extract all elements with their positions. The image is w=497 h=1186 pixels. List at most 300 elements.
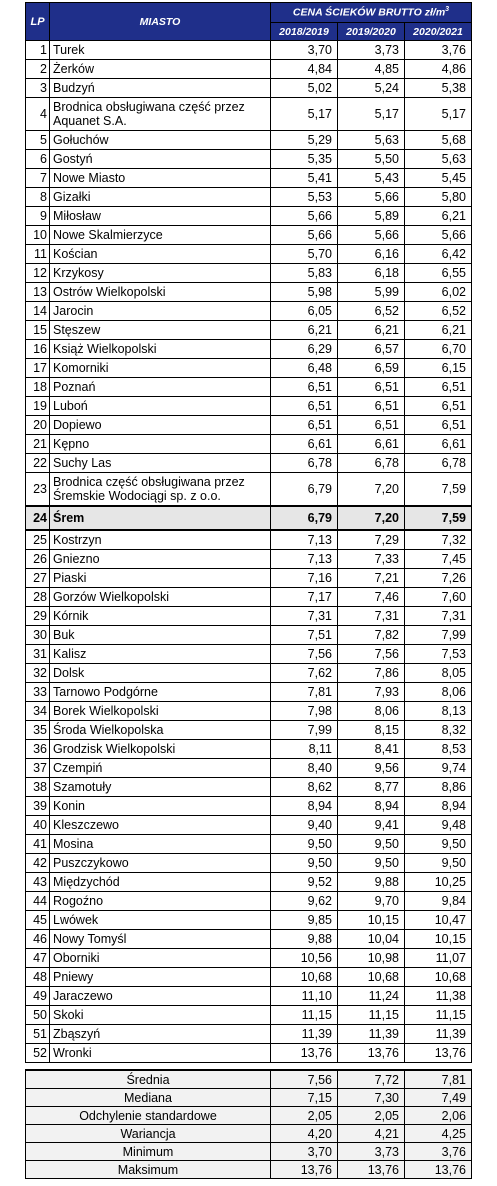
row-city: Czempiń [50, 759, 271, 778]
stats-value-2018-2019: 4,20 [271, 1125, 338, 1143]
row-value-2019-2020: 5,17 [338, 98, 405, 131]
row-city: Poznań [50, 378, 271, 397]
row-value-2020-2021: 7,32 [405, 530, 472, 550]
table-row [26, 397, 472, 416]
table-row [26, 721, 472, 740]
row-value-2018-2019: 5,41 [271, 169, 338, 188]
row-city: Miłosław [50, 207, 271, 226]
row-value-2020-2021: 5,80 [405, 188, 472, 207]
row-city: Żerków [50, 60, 271, 79]
row-value-2019-2020: 9,41 [338, 816, 405, 835]
row-lp: 13 [26, 283, 50, 302]
row-city: Jaraczewo [50, 987, 271, 1006]
row-lp: 26 [26, 550, 50, 569]
row-value-2018-2019: 6,51 [271, 416, 338, 435]
row-city: Kępno [50, 435, 271, 454]
row-value-2019-2020: 7,29 [338, 530, 405, 550]
row-value-2020-2021: 6,78 [405, 454, 472, 473]
row-value-2020-2021: 8,32 [405, 721, 472, 740]
row-value-2018-2019: 5,53 [271, 188, 338, 207]
row-value-2019-2020: 10,15 [338, 911, 405, 930]
row-city: Komorniki [50, 359, 271, 378]
row-value-2018-2019: 5,66 [271, 207, 338, 226]
stats-value-2019-2020: 2,05 [338, 1107, 405, 1125]
row-value-2018-2019: 6,29 [271, 340, 338, 359]
stats-value-2019-2020: 7,72 [338, 1070, 405, 1089]
row-value-2020-2021: 4,86 [405, 60, 472, 79]
row-value-2020-2021: 10,47 [405, 911, 472, 930]
row-lp: 21 [26, 435, 50, 454]
row-value-2019-2020: 6,18 [338, 264, 405, 283]
row-city: Gostyń [50, 150, 271, 169]
header-price-title-text: CENA ŚCIEKÓW BRUTTO zł/m [292, 6, 446, 19]
row-lp: 4 [26, 98, 50, 131]
row-city: Kostrzyn [50, 530, 271, 550]
row-city: Krzykosy [50, 264, 271, 283]
table-row [26, 778, 472, 797]
row-value-2018-2019: 5,70 [271, 245, 338, 264]
row-value-2019-2020: 8,77 [338, 778, 405, 797]
row-value-2018-2019: 7,51 [271, 626, 338, 645]
table-row [26, 911, 472, 930]
stats-row [26, 1125, 472, 1143]
row-value-2018-2019: 6,78 [271, 454, 338, 473]
row-value-2020-2021: 8,13 [405, 702, 472, 721]
stats-value-2018-2019: 2,05 [271, 1107, 338, 1125]
row-lp: 6 [26, 150, 50, 169]
table-row [26, 1006, 472, 1025]
table-row [26, 473, 472, 507]
row-value-2018-2019: 7,98 [271, 702, 338, 721]
row-value-2018-2019: 7,56 [271, 645, 338, 664]
row-value-2018-2019: 5,17 [271, 98, 338, 131]
row-lp: 27 [26, 569, 50, 588]
row-value-2019-2020: 6,21 [338, 321, 405, 340]
row-value-2018-2019: 6,48 [271, 359, 338, 378]
table-row [26, 169, 472, 188]
row-city: Borek Wielkopolski [50, 702, 271, 721]
row-value-2018-2019: 5,02 [271, 79, 338, 98]
row-value-2019-2020: 13,76 [338, 1044, 405, 1063]
row-value-2018-2019: 3,70 [271, 41, 338, 60]
row-value-2020-2021: 6,51 [405, 378, 472, 397]
row-city: Grodzisk Wielkopolski [50, 740, 271, 759]
row-lp: 12 [26, 264, 50, 283]
row-value-2019-2020: 6,52 [338, 302, 405, 321]
table-row [26, 530, 472, 550]
row-city: Zbąszyń [50, 1025, 271, 1044]
row-lp: 16 [26, 340, 50, 359]
row-value-2018-2019: 9,52 [271, 873, 338, 892]
row-value-2019-2020: 11,24 [338, 987, 405, 1006]
row-value-2018-2019: 5,98 [271, 283, 338, 302]
table-row [26, 797, 472, 816]
row-value-2019-2020: 7,82 [338, 626, 405, 645]
header-price-title [271, 3, 472, 23]
row-city: Oborniki [50, 949, 271, 968]
table-row [26, 854, 472, 873]
row-lp: 8 [26, 188, 50, 207]
row-value-2020-2021: 8,94 [405, 797, 472, 816]
row-value-2020-2021: 10,15 [405, 930, 472, 949]
table-row [26, 645, 472, 664]
header-city: MIASTO [50, 3, 271, 41]
table-row [26, 740, 472, 759]
row-lp: 36 [26, 740, 50, 759]
row-value-2018-2019: 8,62 [271, 778, 338, 797]
row-lp: 9 [26, 207, 50, 226]
row-value-2020-2021: 6,55 [405, 264, 472, 283]
row-value-2019-2020: 6,59 [338, 359, 405, 378]
row-value-2020-2021: 6,21 [405, 207, 472, 226]
header-lp: LP [26, 3, 50, 41]
row-value-2019-2020: 8,94 [338, 797, 405, 816]
header-year-2: 2019/2020 [338, 23, 405, 41]
row-value-2020-2021: 5,45 [405, 169, 472, 188]
row-value-2018-2019: 9,40 [271, 816, 338, 835]
row-lp: 31 [26, 645, 50, 664]
table-row [26, 550, 472, 569]
row-value-2019-2020: 9,50 [338, 854, 405, 873]
stats-row [26, 1089, 472, 1107]
row-value-2018-2019: 6,51 [271, 378, 338, 397]
row-city: Lwówek [50, 911, 271, 930]
row-value-2019-2020: 9,88 [338, 873, 405, 892]
table-row [26, 245, 472, 264]
row-value-2018-2019: 8,11 [271, 740, 338, 759]
row-lp: 40 [26, 816, 50, 835]
row-city: Brodnica część obsługiwana przez Śremskie Wodociągi sp. z o.o. [50, 473, 271, 507]
row-value-2020-2021: 5,68 [405, 131, 472, 150]
row-value-2018-2019: 6,21 [271, 321, 338, 340]
row-city: Międzychód [50, 873, 271, 892]
row-value-2019-2020: 7,33 [338, 550, 405, 569]
row-value-2019-2020: 3,73 [338, 41, 405, 60]
table-row [26, 626, 472, 645]
row-lp: 41 [26, 835, 50, 854]
row-value-2018-2019: 9,50 [271, 854, 338, 873]
row-value-2018-2019: 9,50 [271, 835, 338, 854]
row-city: Dopiewo [50, 416, 271, 435]
row-value-2018-2019: 6,79 [271, 506, 338, 530]
row-value-2020-2021: 7,60 [405, 588, 472, 607]
row-value-2020-2021: 9,48 [405, 816, 472, 835]
table-row [26, 150, 472, 169]
row-lp: 18 [26, 378, 50, 397]
row-lp: 22 [26, 454, 50, 473]
row-value-2020-2021: 5,63 [405, 150, 472, 169]
row-value-2020-2021: 9,74 [405, 759, 472, 778]
table-row [26, 435, 472, 454]
row-value-2020-2021: 7,59 [405, 473, 472, 507]
row-lp: 11 [26, 245, 50, 264]
table-row [26, 321, 472, 340]
row-value-2019-2020: 11,15 [338, 1006, 405, 1025]
row-lp: 34 [26, 702, 50, 721]
row-lp: 50 [26, 1006, 50, 1025]
row-value-2020-2021: 11,07 [405, 949, 472, 968]
row-lp: 42 [26, 854, 50, 873]
row-value-2019-2020: 4,85 [338, 60, 405, 79]
row-value-2020-2021: 7,59 [405, 506, 472, 530]
stats-value-2018-2019: 7,56 [271, 1070, 338, 1089]
row-value-2018-2019: 7,31 [271, 607, 338, 626]
stats-value-2019-2020: 7,30 [338, 1089, 405, 1107]
row-value-2020-2021: 6,61 [405, 435, 472, 454]
row-city: Nowe Miasto [50, 169, 271, 188]
row-value-2018-2019: 7,62 [271, 664, 338, 683]
row-value-2019-2020: 6,16 [338, 245, 405, 264]
row-lp: 43 [26, 873, 50, 892]
row-value-2020-2021: 10,25 [405, 873, 472, 892]
row-value-2020-2021: 13,76 [405, 1044, 472, 1063]
stats-value-2018-2019: 13,76 [271, 1161, 338, 1179]
stats-label: Wariancja [26, 1125, 271, 1143]
stats-value-2020-2021: 7,49 [405, 1089, 472, 1107]
stats-label: Maksimum [26, 1161, 271, 1179]
row-lp: 5 [26, 131, 50, 150]
row-value-2020-2021: 11,15 [405, 1006, 472, 1025]
table-row [26, 283, 472, 302]
table-row [26, 892, 472, 911]
row-value-2020-2021: 11,38 [405, 987, 472, 1006]
stats-value-2020-2021: 3,76 [405, 1143, 472, 1161]
header-year-1: 2018/2019 [271, 23, 338, 41]
row-value-2018-2019: 5,35 [271, 150, 338, 169]
stats-label: Średnia [26, 1070, 271, 1089]
table-row [26, 683, 472, 702]
row-value-2019-2020: 5,66 [338, 226, 405, 245]
row-lp: 1 [26, 41, 50, 60]
table-row [26, 60, 472, 79]
header-year-3: 2020/2021 [405, 23, 472, 41]
row-city: Kórnik [50, 607, 271, 626]
row-lp: 19 [26, 397, 50, 416]
row-value-2019-2020: 5,50 [338, 150, 405, 169]
row-city: Tarnowo Podgórne [50, 683, 271, 702]
row-lp: 17 [26, 359, 50, 378]
row-value-2019-2020: 7,20 [338, 506, 405, 530]
row-value-2020-2021: 6,21 [405, 321, 472, 340]
row-lp: 15 [26, 321, 50, 340]
row-value-2020-2021: 3,76 [405, 41, 472, 60]
row-value-2019-2020: 7,86 [338, 664, 405, 683]
table-row [26, 41, 472, 60]
row-value-2018-2019: 5,83 [271, 264, 338, 283]
row-lp: 32 [26, 664, 50, 683]
row-lp: 46 [26, 930, 50, 949]
row-lp: 44 [26, 892, 50, 911]
row-lp: 14 [26, 302, 50, 321]
row-value-2019-2020: 5,63 [338, 131, 405, 150]
row-value-2019-2020: 10,98 [338, 949, 405, 968]
row-city: Nowy Tomyśl [50, 930, 271, 949]
row-value-2020-2021: 5,38 [405, 79, 472, 98]
row-city: Buk [50, 626, 271, 645]
row-city: Puszczykowo [50, 854, 271, 873]
stats-body [26, 1070, 472, 1179]
row-lp: 24 [26, 506, 50, 530]
table-row [26, 664, 472, 683]
row-value-2019-2020: 10,04 [338, 930, 405, 949]
row-value-2020-2021: 6,42 [405, 245, 472, 264]
stats-value-2020-2021: 2,06 [405, 1107, 472, 1125]
row-value-2019-2020: 9,50 [338, 835, 405, 854]
row-value-2020-2021: 10,68 [405, 968, 472, 987]
row-value-2018-2019: 8,94 [271, 797, 338, 816]
row-value-2020-2021: 8,86 [405, 778, 472, 797]
row-value-2018-2019: 6,61 [271, 435, 338, 454]
row-city: Brodnica obsługiwana część przez Aquanet S.A. [50, 98, 271, 131]
row-value-2020-2021: 8,05 [405, 664, 472, 683]
row-value-2020-2021: 7,45 [405, 550, 472, 569]
row-lp: 52 [26, 1044, 50, 1063]
table-row [26, 816, 472, 835]
row-city: Szamotuły [50, 778, 271, 797]
row-city: Książ Wielkopolski [50, 340, 271, 359]
row-city: Budzyń [50, 79, 271, 98]
row-lp: 25 [26, 530, 50, 550]
table-row [26, 873, 472, 892]
row-value-2018-2019: 13,76 [271, 1044, 338, 1063]
row-value-2020-2021: 6,02 [405, 283, 472, 302]
row-value-2020-2021: 6,51 [405, 397, 472, 416]
table-row [26, 759, 472, 778]
table-row [26, 131, 472, 150]
row-value-2018-2019: 10,68 [271, 968, 338, 987]
table-row [26, 1044, 472, 1063]
table-row [26, 454, 472, 473]
table-row [26, 378, 472, 397]
row-value-2019-2020: 8,41 [338, 740, 405, 759]
row-city: Gorzów Wielkopolski [50, 588, 271, 607]
table-row [26, 506, 472, 530]
row-city: Luboń [50, 397, 271, 416]
row-value-2020-2021: 7,99 [405, 626, 472, 645]
row-value-2020-2021: 6,15 [405, 359, 472, 378]
row-value-2019-2020: 7,56 [338, 645, 405, 664]
row-value-2019-2020: 7,46 [338, 588, 405, 607]
row-value-2018-2019: 7,99 [271, 721, 338, 740]
row-value-2018-2019: 6,79 [271, 473, 338, 507]
row-city: Nowe Skalmierzyce [50, 226, 271, 245]
stats-value-2019-2020: 3,73 [338, 1143, 405, 1161]
table-row [26, 188, 472, 207]
row-lp: 3 [26, 79, 50, 98]
row-value-2018-2019: 11,15 [271, 1006, 338, 1025]
row-lp: 20 [26, 416, 50, 435]
row-lp: 35 [26, 721, 50, 740]
table-row [26, 302, 472, 321]
row-lp: 28 [26, 588, 50, 607]
table-row [26, 987, 472, 1006]
row-city: Mosina [50, 835, 271, 854]
stats-row [26, 1107, 472, 1125]
row-value-2018-2019: 7,16 [271, 569, 338, 588]
table-row [26, 79, 472, 98]
row-value-2020-2021: 11,39 [405, 1025, 472, 1044]
row-value-2019-2020: 7,21 [338, 569, 405, 588]
table-row [26, 98, 472, 131]
row-value-2019-2020: 6,57 [338, 340, 405, 359]
row-city: Turek [50, 41, 271, 60]
row-lp: 48 [26, 968, 50, 987]
row-value-2020-2021: 7,31 [405, 607, 472, 626]
stats-label: Odchylenie standardowe [26, 1107, 271, 1125]
stats-value-2020-2021: 13,76 [405, 1161, 472, 1179]
table-row [26, 264, 472, 283]
row-value-2020-2021: 5,66 [405, 226, 472, 245]
row-value-2019-2020: 6,51 [338, 378, 405, 397]
stats-label: Minimum [26, 1143, 271, 1161]
row-value-2019-2020: 6,51 [338, 416, 405, 435]
row-value-2019-2020: 11,39 [338, 1025, 405, 1044]
row-value-2020-2021: 6,70 [405, 340, 472, 359]
row-city: Kalisz [50, 645, 271, 664]
row-value-2019-2020: 7,93 [338, 683, 405, 702]
row-value-2018-2019: 11,39 [271, 1025, 338, 1044]
row-city: Rogoźno [50, 892, 271, 911]
row-value-2018-2019: 9,88 [271, 930, 338, 949]
table-body [26, 41, 472, 1063]
table-row [26, 702, 472, 721]
row-city: Dolsk [50, 664, 271, 683]
stats-value-2019-2020: 4,21 [338, 1125, 405, 1143]
stats-value-2018-2019: 7,15 [271, 1089, 338, 1107]
row-lp: 7 [26, 169, 50, 188]
row-value-2018-2019: 7,13 [271, 550, 338, 569]
row-lp: 29 [26, 607, 50, 626]
table-row [26, 949, 472, 968]
row-city: Środa Wielkopolska [50, 721, 271, 740]
row-lp: 10 [26, 226, 50, 245]
row-value-2019-2020: 5,66 [338, 188, 405, 207]
row-lp: 38 [26, 778, 50, 797]
row-lp: 51 [26, 1025, 50, 1044]
row-city: Wronki [50, 1044, 271, 1063]
row-city: Kościan [50, 245, 271, 264]
stats-row [26, 1161, 472, 1179]
table-row [26, 1025, 472, 1044]
row-city: Piaski [50, 569, 271, 588]
row-value-2018-2019: 9,62 [271, 892, 338, 911]
row-value-2019-2020: 8,15 [338, 721, 405, 740]
stats-value-2019-2020: 13,76 [338, 1161, 405, 1179]
row-city: Skoki [50, 1006, 271, 1025]
row-value-2018-2019: 5,66 [271, 226, 338, 245]
stats-value-2020-2021: 4,25 [405, 1125, 472, 1143]
row-value-2018-2019: 7,17 [271, 588, 338, 607]
row-value-2020-2021: 8,53 [405, 740, 472, 759]
row-value-2019-2020: 6,51 [338, 397, 405, 416]
row-value-2018-2019: 7,81 [271, 683, 338, 702]
row-value-2018-2019: 11,10 [271, 987, 338, 1006]
table-row [26, 359, 472, 378]
row-value-2018-2019: 6,05 [271, 302, 338, 321]
row-value-2020-2021: 7,26 [405, 569, 472, 588]
row-lp: 45 [26, 911, 50, 930]
row-value-2020-2021: 6,52 [405, 302, 472, 321]
row-city: Konin [50, 797, 271, 816]
row-lp: 23 [26, 473, 50, 507]
table-row [26, 835, 472, 854]
row-lp: 47 [26, 949, 50, 968]
row-city: Stęszew [50, 321, 271, 340]
row-lp: 30 [26, 626, 50, 645]
price-table [25, 2, 472, 1063]
row-value-2020-2021: 5,17 [405, 98, 472, 131]
table-row [26, 340, 472, 359]
